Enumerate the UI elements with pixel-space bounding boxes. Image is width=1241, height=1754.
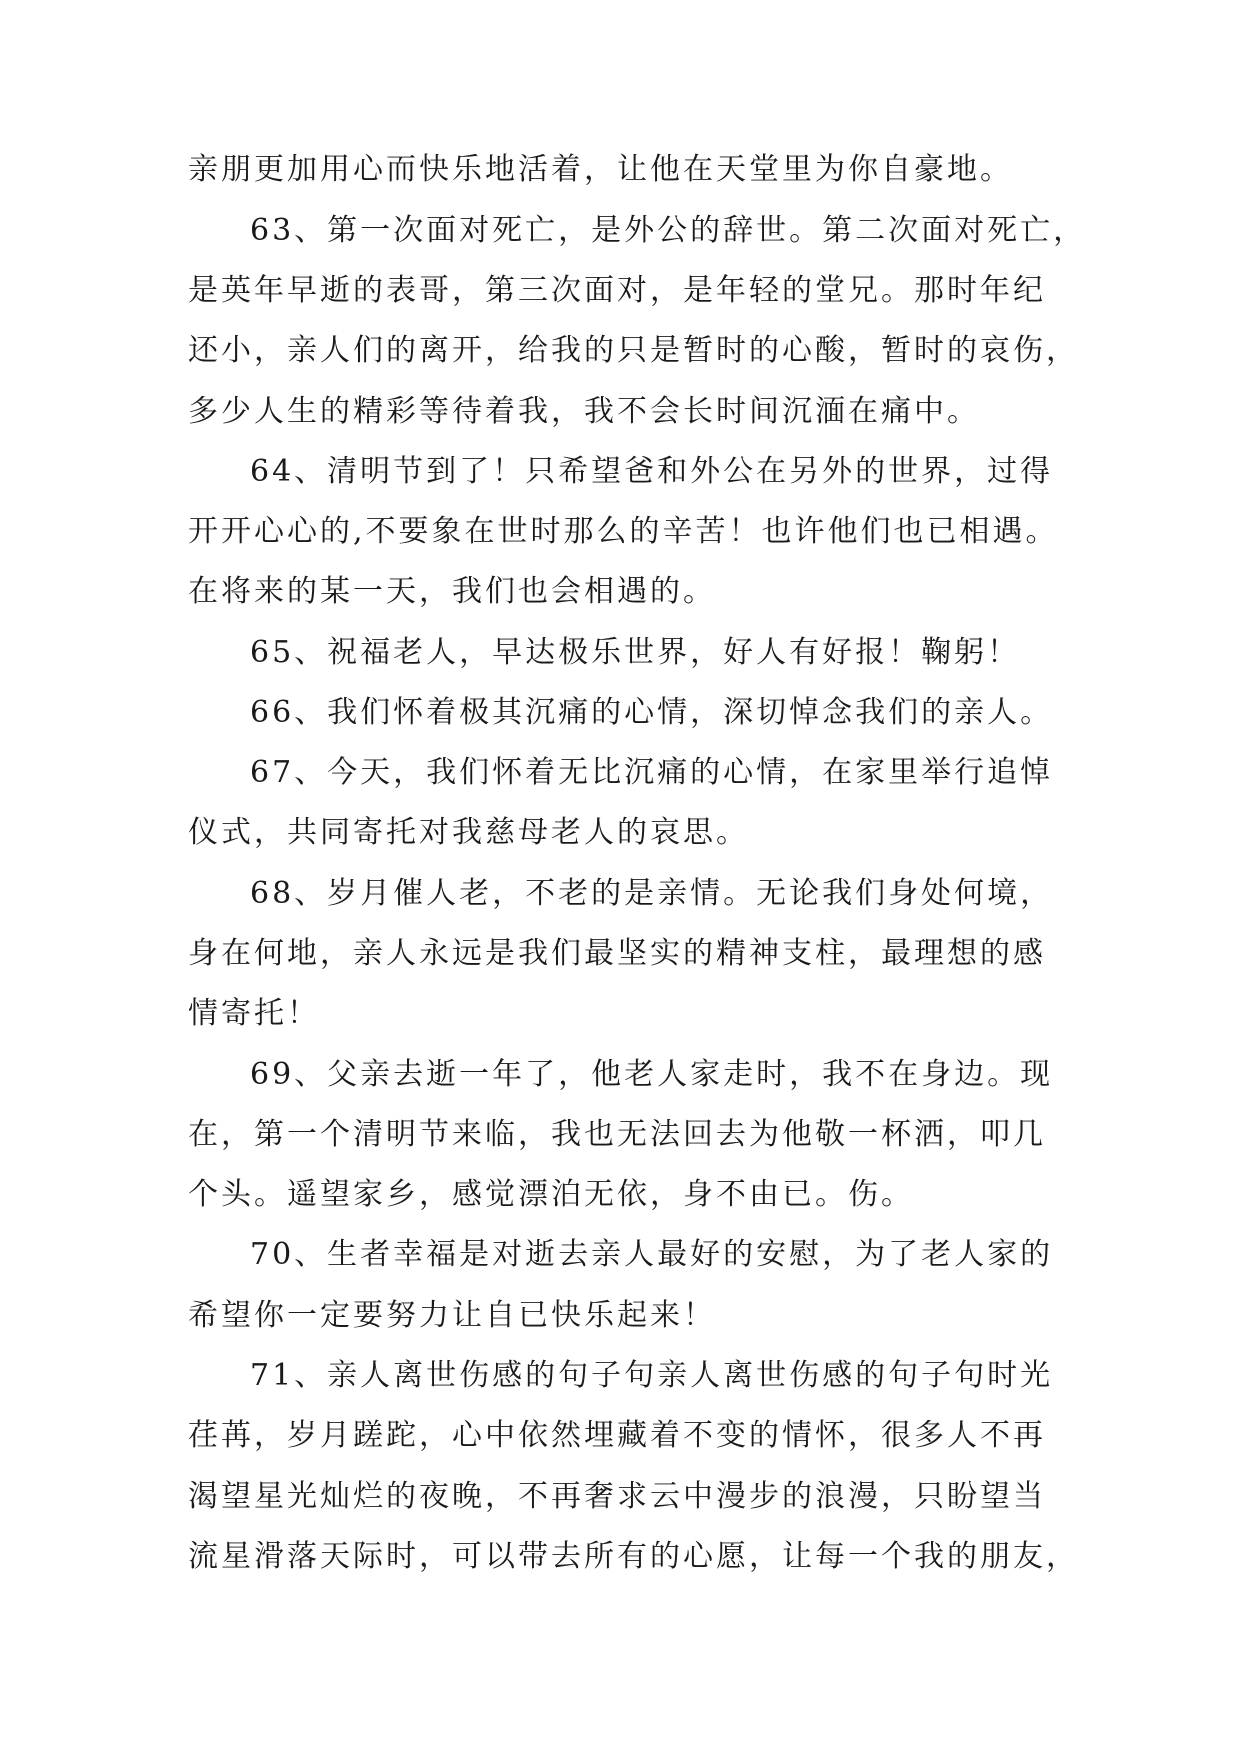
text-line: 个头。遥望家乡，感觉漂泊无依，身不由已。伤。 (188, 1177, 914, 1212)
paragraph-63: 63、第一次面对死亡，是外公的辞世。第二次面对死亡， (250, 213, 1087, 248)
text-line: 是英年早逝的表哥，第三次面对，是年轻的堂兄。那时年纪 (188, 273, 1046, 308)
text-line: 开开心心的,不要象在世时那么的辛苦！也许他们也已相遇。 (188, 514, 1059, 549)
text-line: 在将来的某一天，我们也会相遇的。 (188, 574, 716, 609)
paragraph-71: 71、亲人离世伤感的句子句亲人离世伤感的句子句时光 (250, 1358, 1054, 1393)
paragraph-70: 70、生者幸福是对逝去亲人最好的安慰，为了老人家的 (250, 1237, 1054, 1272)
paragraph-65: 65、祝福老人，早达极乐世界，好人有好报！鞠躬！ (250, 635, 1021, 670)
text-line: 还小，亲人们的离开，给我的只是暂时的心酸，暂时的哀伤， (188, 333, 1079, 368)
paragraph-66: 66、我们怀着极其沉痛的心情，深切悼念我们的亲人。 (250, 695, 1054, 730)
text-line: 荏苒，岁月蹉跎，心中依然埋藏着不变的情怀，很多人不再 (188, 1418, 1046, 1453)
text-line: 仪式，共同寄托对我慈母老人的哀思。 (188, 815, 749, 850)
text-line: 情寄托！ (188, 996, 320, 1031)
text-line: 在，第一个清明节来临，我也无法回去为他敬一杯洒，叩几 (188, 1117, 1046, 1152)
paragraph-69: 69、父亲去逝一年了，他老人家走时，我不在身边。现 (250, 1057, 1054, 1092)
paragraph-67: 67、今天，我们怀着无比沉痛的心情，在家里举行追悼 (250, 755, 1054, 790)
paragraph-68: 68、岁月催人老，不老的是亲情。无论我们身处何境， (250, 876, 1054, 911)
text-line: 多少人生的精彩等待着我，我不会长时间沉湎在痛中。 (188, 394, 980, 429)
text-line: 希望你一定要努力让自已快乐起来！ (188, 1298, 716, 1333)
text-line: 渴望星光灿烂的夜晚，不再奢求云中漫步的浪漫，只盼望当 (188, 1479, 1046, 1514)
paragraph-64: 64、清明节到了！只希望爸和外公在另外的世界，过得 (250, 454, 1054, 489)
text-line: 身在何地，亲人永远是我们最坚实的精神支柱，最理想的感 (188, 936, 1046, 971)
text-line: 流星滑落天际时，可以带去所有的心愿，让每一个我的朋友， (188, 1539, 1079, 1574)
text-line: 亲朋更加用心而快乐地活着，让他在天堂里为你自豪地。 (188, 152, 1013, 187)
